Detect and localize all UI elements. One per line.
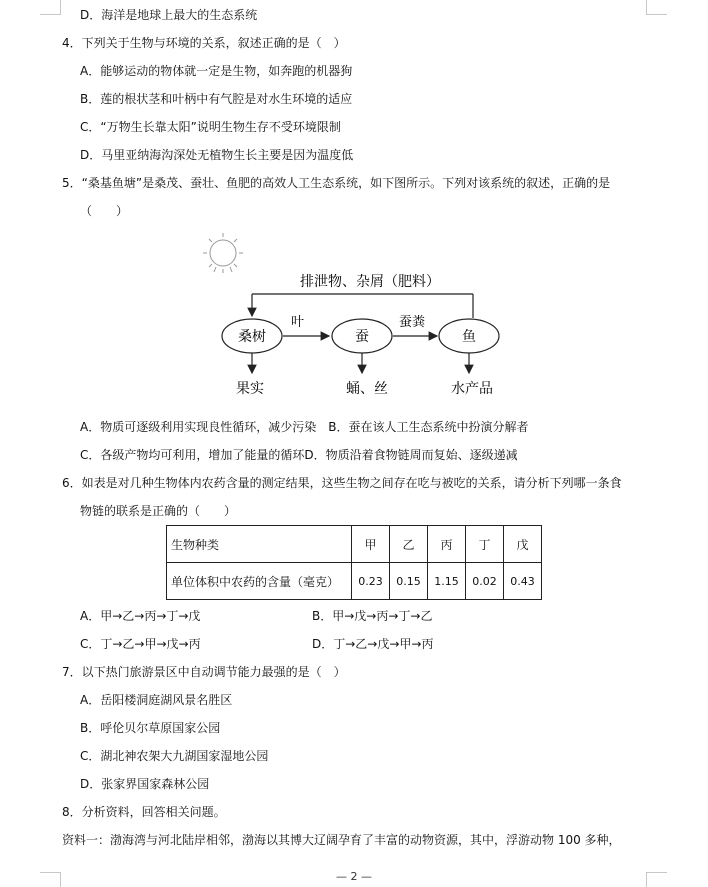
header-organism-wu: 戊 bbox=[504, 526, 542, 563]
q4-stem: 4．下列关于生物与环境的关系，叙述正确的是（ ） bbox=[62, 36, 346, 50]
value-jia: 0.23 bbox=[352, 563, 390, 600]
output-aquatic-products: 水产品 bbox=[451, 381, 493, 397]
header-organism-jia: 甲 bbox=[352, 526, 390, 563]
table-row bbox=[167, 563, 542, 600]
q7-stem: 7．以下热门旅游景区中自动调节能力最强的是（ ） bbox=[62, 665, 346, 679]
value-yi: 0.15 bbox=[390, 563, 428, 600]
q7-option-a: A．岳阳楼洞庭湖风景名胜区 bbox=[80, 693, 233, 707]
q6-option-d: D．丁→乙→戊→甲→丙 bbox=[312, 637, 434, 651]
q4-option-c: C．“万物生长靠太阳”说明生物生存不受环境限制 bbox=[80, 120, 341, 134]
q6-stem-continued: 物链的联系是正确的（ ） bbox=[80, 504, 237, 518]
q7-option-d: D．张家界国家森林公园 bbox=[80, 777, 210, 791]
corner-mark-top-left bbox=[40, 0, 61, 15]
q4-option-b: B．莲的根状茎和叶柄中有气腔是对水生环境的适应 bbox=[80, 92, 353, 106]
q7-option-c: C．湖北神农架大九湖国家湿地公园 bbox=[80, 749, 269, 763]
corner-mark-top-right bbox=[646, 0, 667, 15]
node-fish-label: 鱼 bbox=[462, 329, 476, 345]
q4-option-a: A．能够运动的物体就一定是生物，如奔跑的机器狗 bbox=[80, 64, 353, 78]
sun-icon bbox=[203, 233, 243, 273]
q3-option-d: D．海洋是地球上最大的生态系统 bbox=[80, 8, 258, 22]
q5-options-ab: A．物质可逐级利用实现良性循环，减少污染 B．蚕在该人工生态系统中扮演分解者 bbox=[80, 420, 529, 434]
q6-option-c: C．丁→乙→甲→戊→丙 bbox=[80, 637, 201, 651]
q6-option-a: A．甲→乙→丙→丁→戊 bbox=[80, 609, 201, 623]
value-wu: 0.43 bbox=[504, 563, 542, 600]
q5-stem: 5．“桑基鱼塘”是桑茂、蚕壮、鱼肥的高效人工生态系统，如下图所示。下列对该系统的叙述，正确的是 bbox=[62, 176, 611, 190]
header-organism-ding: 丁 bbox=[466, 526, 504, 563]
q4-option-d: D．马里亚纳海沟深处无植物生长主要是因为温度低 bbox=[80, 148, 354, 162]
header-organism-bing: 丙 bbox=[428, 526, 466, 563]
header-organism-label: 生物种类 bbox=[167, 526, 352, 563]
pesticide-content-table bbox=[166, 525, 542, 600]
mulberry-fish-pond-diagram bbox=[190, 228, 530, 406]
header-organism-yi: 乙 bbox=[390, 526, 428, 563]
q8-material-1: 资料一：渤海湾与河北陆岸相邻，渤海以其博大辽阔孕育了丰富的动物资源，其中，浮游动物 100 多种， bbox=[62, 833, 621, 847]
node-silkworm-label: 蚕 bbox=[355, 329, 369, 345]
q8-stem: 8．分析资料，回答相关问题。 bbox=[62, 805, 226, 819]
output-pupa-silk: 蛹、丝 bbox=[346, 381, 388, 397]
q5-options-cd: C．各级产物均可利用，增加了能量的循环D．物质沿着食物链周而复始、逐级递减 bbox=[80, 448, 518, 462]
fertilizer-label: 排泄物、杂屑（肥料） bbox=[300, 274, 440, 290]
row-label-pesticide: 单位体积中农药的含量（毫克） bbox=[167, 563, 352, 600]
page-number: — 2 — bbox=[336, 870, 372, 883]
q6-stem: 6．如表是对几种生物体内农药含量的测定结果，这些生物之间存在吃与被吃的关系，请分析下列哪一条食 bbox=[62, 476, 622, 490]
q5-stem-continued: （ ） bbox=[80, 204, 129, 218]
leaf-label: 叶 bbox=[291, 315, 305, 330]
output-fruit: 果实 bbox=[236, 381, 264, 397]
value-bing: 1.15 bbox=[428, 563, 466, 600]
node-mulberry-label: 桑树 bbox=[238, 329, 266, 345]
q6-option-b: B．甲→戊→丙→丁→乙 bbox=[312, 609, 433, 623]
silkworm-droppings-label: 蚕粪 bbox=[399, 315, 426, 330]
table-header-row bbox=[167, 526, 542, 563]
q7-option-b: B．呼伦贝尔草原国家公园 bbox=[80, 721, 221, 735]
value-ding: 0.02 bbox=[466, 563, 504, 600]
